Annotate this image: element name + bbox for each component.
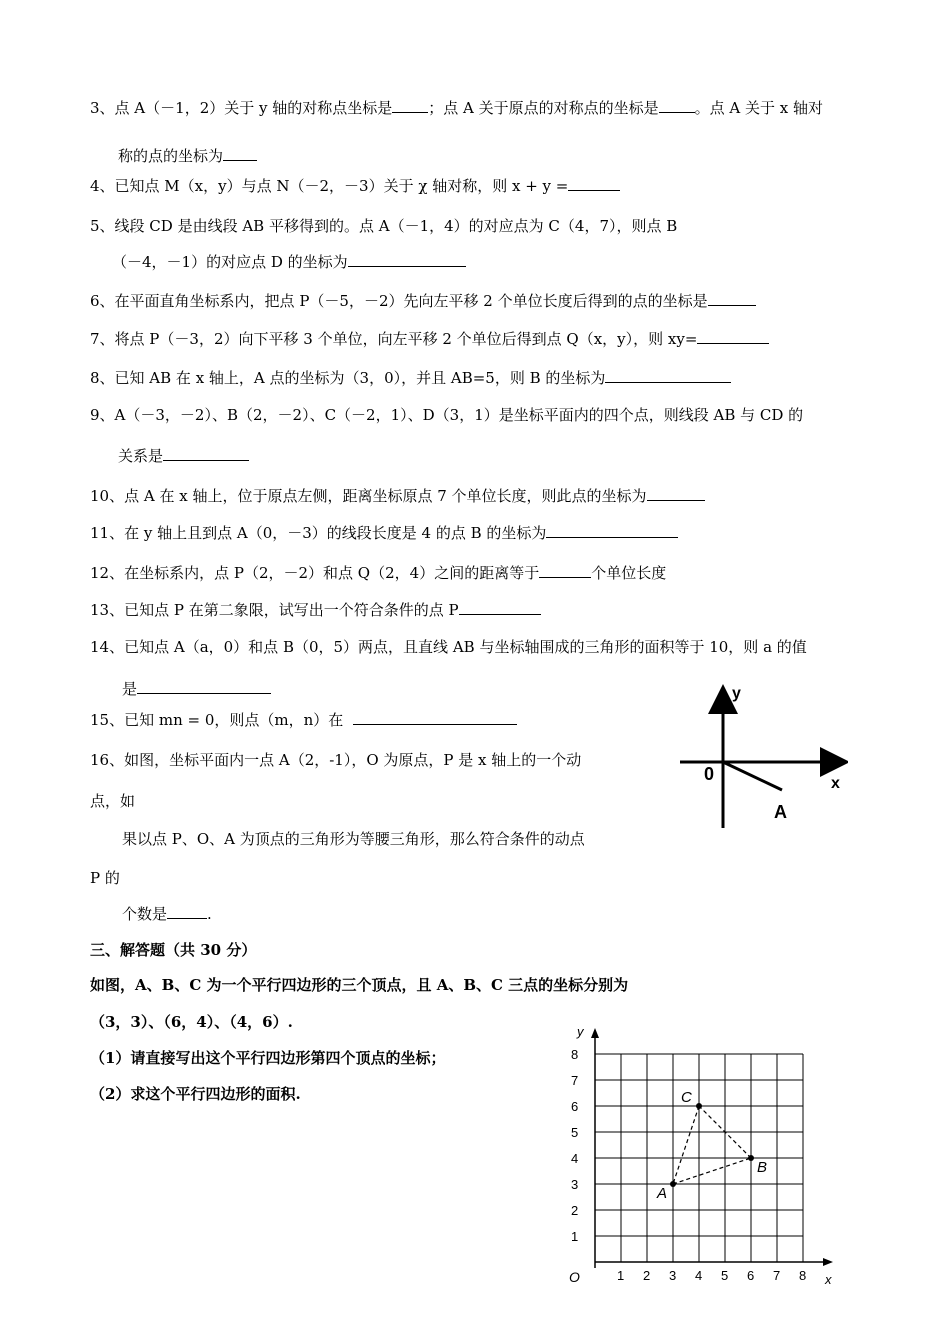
point-a (670, 1181, 676, 1187)
answer-blank[interactable] (539, 563, 591, 578)
point-label-c: C (681, 1089, 692, 1106)
y-tick-label: 6 (571, 1099, 579, 1114)
question-15: 15、已知 mn = 0，则点（m，n）在 (90, 710, 517, 730)
x-tick-label: 1 (617, 1268, 625, 1283)
question-14-cont: 是 (122, 679, 271, 699)
x-label: x (831, 775, 840, 792)
section-part-2: （2）求这个平行四边形的面积. (90, 1085, 301, 1103)
question-3: 3、点 A（－1，2）关于 y 轴的对称点坐标是 ；点 A 关于原点的对称点的坐标是 。点 A 关于 x 轴对 (90, 99, 823, 117)
question-10: 10、点 A 在 x 轴上，位于原点左侧，距离坐标原点 7 个单位长度，则此点的坐标为 (90, 486, 705, 506)
y-axis-label: y (577, 1024, 584, 1039)
figure-1-axes (676, 682, 848, 830)
y-label: y (732, 685, 741, 702)
question-12: 12、在坐标系内，点 P（2，－2）和点 Q（2，4）之间的距离等于 个单位长度 (90, 564, 667, 582)
answer-blank[interactable] (137, 679, 271, 694)
triangle-edge (673, 1106, 699, 1184)
origin-label: O (569, 1269, 580, 1285)
answer-blank[interactable] (659, 98, 695, 113)
answer-blank[interactable] (348, 252, 466, 267)
x-tick-label: 5 (721, 1268, 729, 1283)
answer-blank[interactable] (459, 600, 541, 615)
question-8: 8、已知 AB 在 x 轴上，A 点的坐标为（3，0），并且 AB=5，则 B 的坐标为 (90, 368, 731, 388)
point-label-a: A (657, 1185, 668, 1202)
question-11: 11、在 y 轴上且到点 A（0，－3）的线段长度是 4 的点 B 的坐标为 (90, 523, 678, 543)
question-5-cont: （－4，－1）的对应点 D 的坐标为 (112, 252, 466, 272)
question-7: 7、将点 P（－3，2）向下平移 3 个单位，向左平移 2 个单位后得到点 Q（x，y），则 xy= (90, 329, 769, 349)
y-tick-label: 2 (571, 1203, 579, 1218)
y-tick-label: 3 (571, 1177, 579, 1192)
x-tick-label: 4 (695, 1268, 703, 1283)
point-label-b: B (757, 1159, 768, 1176)
answer-blank[interactable] (546, 523, 678, 538)
question-16: 16、如图，坐标平面内一点 A（2，-1），O 为原点，P 是 x 轴上的一个动 (90, 751, 582, 769)
y-tick-label: 5 (571, 1125, 579, 1140)
y-axis-arrow (591, 1028, 599, 1038)
section-title: 三、解答题（共 30 分） (90, 941, 257, 959)
question-9: 9、A（－3，－2）、B（2，－2）、C（－2，1）、D（3，1）是坐标平面内的四个点，则线段 AB 与 CD 的 (90, 406, 804, 424)
y-tick-label: 8 (571, 1047, 579, 1062)
y-tick-label: 7 (571, 1073, 579, 1088)
question-16-cont1: 点，如 (90, 792, 136, 810)
question-4: 4、已知点 M（x，y）与点 N（－2，－3）关于 χ 轴对称，则 x + y = (90, 176, 620, 196)
triangle-edge (673, 1158, 751, 1184)
answer-blank[interactable] (647, 486, 705, 501)
question-6: 6、在平面直角坐标系内，把点 P（－5，－2）先向左平移 2 个单位长度后得到的点的坐标是 (90, 291, 756, 311)
question-13: 13、已知点 P 在第二象限，试写出一个符合条件的点 P (90, 600, 541, 620)
question-5: 5、线段 CD 是由线段 AB 平移得到的。点 A（－1，4）的对应点为 C（4，7），则点 B (90, 217, 678, 235)
answer-blank[interactable] (697, 329, 769, 344)
y-tick-label: 4 (571, 1151, 579, 1166)
x-tick-label: 2 (643, 1268, 651, 1283)
answer-blank[interactable] (167, 904, 207, 919)
question-9-cont: 关系是 (118, 446, 249, 466)
x-axis-arrow (823, 1258, 833, 1266)
x-tick-label: 7 (773, 1268, 781, 1283)
answer-blank[interactable] (163, 446, 249, 461)
x-tick-label: 3 (669, 1268, 677, 1283)
question-3-cont: 称的点的坐标为 (118, 146, 257, 166)
section-coords: （3，3）、（6，4）、（4，6）. (90, 1013, 293, 1031)
section-intro: 如图，A、B、C 为一个平行四边形的三个顶点，且 A、B、C 三点的坐标分别为 (90, 976, 629, 994)
point-a-label: A (774, 802, 787, 822)
answer-blank[interactable] (605, 368, 731, 383)
point-c (696, 1103, 702, 1109)
answer-blank[interactable] (708, 291, 756, 306)
figure-2-grid (560, 1010, 840, 1300)
answer-blank[interactable] (223, 146, 257, 161)
origin-label: 0 (704, 764, 715, 784)
x-tick-label: 6 (747, 1268, 755, 1283)
point-b (748, 1155, 754, 1161)
x-tick-label: 8 (799, 1268, 807, 1283)
question-16-cont2: 果以点 P、O、A 为顶点的三角形为等腰三角形，那么符合条件的动点 (122, 830, 585, 848)
question-16-cont4: 个数是 . (122, 905, 212, 923)
section-part-1: （1）请直接写出这个平行四边形第四个顶点的坐标； (90, 1049, 446, 1067)
answer-blank[interactable] (392, 98, 428, 113)
x-axis-label: x (825, 1272, 832, 1287)
y-tick-label: 1 (571, 1229, 579, 1244)
answer-blank[interactable] (353, 710, 517, 725)
answer-blank[interactable] (568, 176, 620, 191)
question-16-cont3: P 的 (90, 869, 120, 887)
segment-oa (723, 762, 782, 790)
question-14: 14、已知点 A（a，0）和点 B（0，5）两点，且直线 AB 与坐标轴围成的三角形的面积等于 10，则 a 的值 (90, 638, 807, 656)
